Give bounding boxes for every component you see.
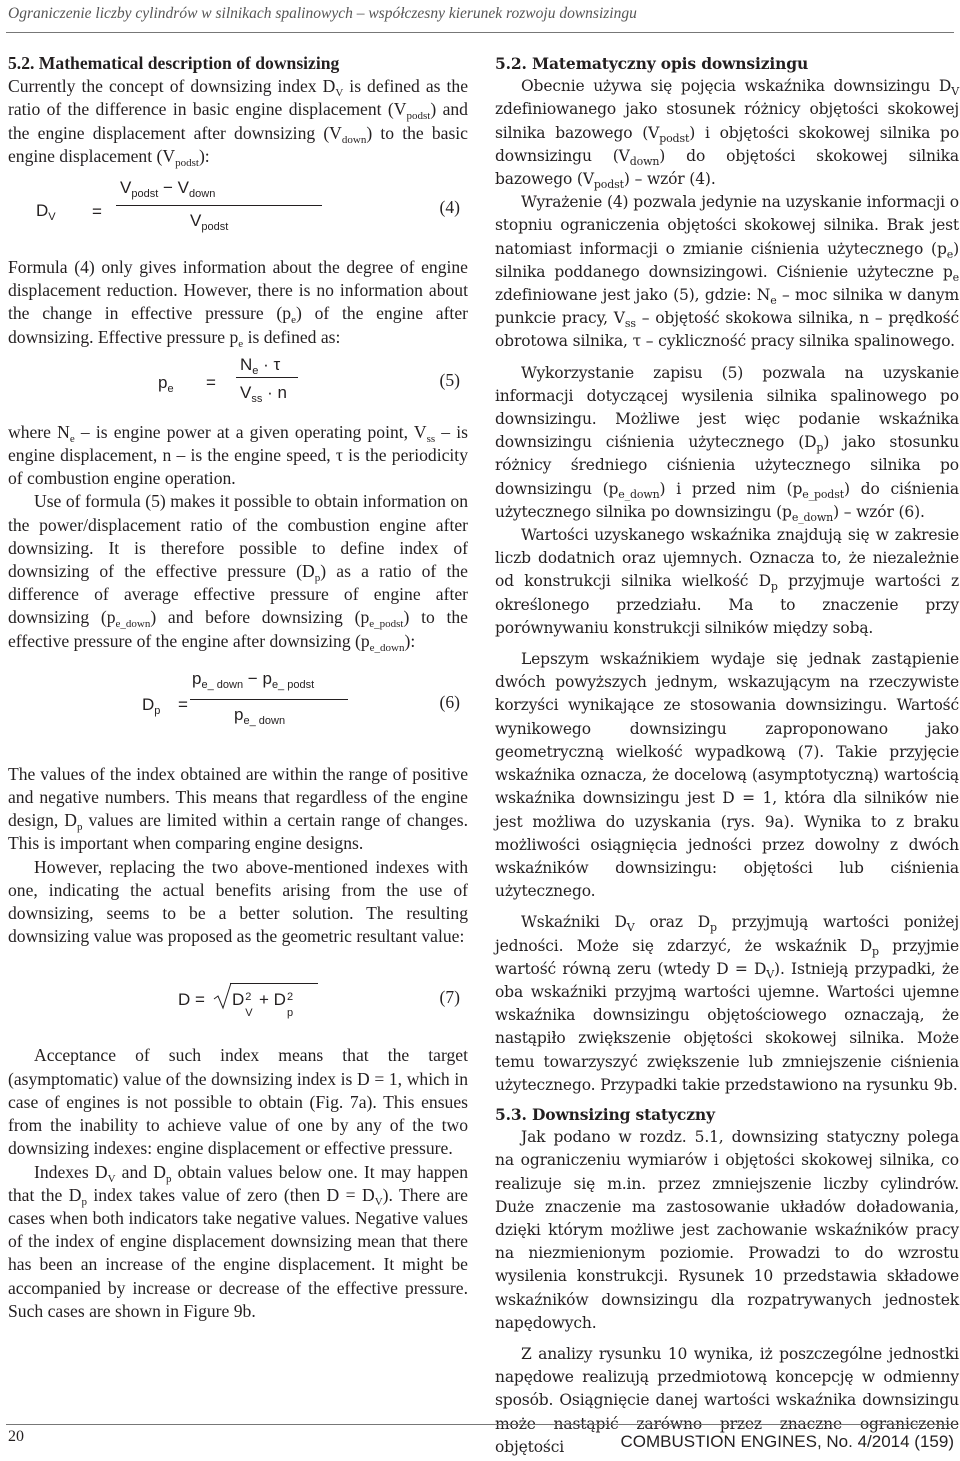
paragraph: Wskaźniki $D_V$ oraz $D_p$ przyjmują wartości poniżej jedności. Może się zdarzyć, że wskaźnik $D_p$ przyjmie wartość równą zeru (wtedy $D = D_V$). Istnieją przypadki, że oba wskaźniki przyjmą wartości ujemne. Wartości ujemne wskaźnika downsizingu objętościowego oznaczają, że nastąpiło zwiększenie objętości skokowej silnika. Może temu towarzyszyć zwiększenie lub zmniejszenie ciśnienia użytecznego. Przypadki takie przedstawiono na rysunku 9b.	[495, 913, 959, 1094]
sqrt-icon	[213, 982, 233, 1010]
paragraph: where $N_e$ – is engine power at a given operating point, $V_{ss}$ – is engine displacement, n – is the engine speed, τ is the periodicity of combustion engine operation.	[8, 421, 468, 489]
paragraph: Wykorzystanie zapisu (5) pozwala na uzyskanie informacji dotyczącej wysilenia silnika spalinowego po downsizingu. Możliwe jest więc podanie wskaźnika downsizingu ciśnienia użytecznego $(D_p)$ jako stosunku różnicy średniego ciśnienia użytecznego silnika po downsizingu $(p_{e\_down})$ i przed nim $(p_{e\_podst})$ do ciśnienia użytecznego silnika po downsizingu $(p_{e\_down})$ – wzór (6).	[495, 363, 960, 524]
page-number: 20	[8, 1428, 24, 1445]
left-column	[8, 52, 468, 1323]
section-title-pl: 5.2. Matematyczny opis downsizingu	[495, 54, 809, 73]
sqrt-bar	[230, 983, 318, 984]
paragraph: Obecnie używa się pojęcia wskaźnika downsizingu $D_V$ zdefiniowanego jako stosunek różnicy objętości skokowej silnika bazowego $(V_{podst})$ i objętości skokowej silnika po downsizingu $(V_{down})$ do objętości skokowej silnika bazowego $(V_{podst})$ – wzór (4).	[495, 77, 959, 192]
paragraph: Currently the concept of downsizing index $D_V$ is defined as the ratio of the difference in basic engine displacement $(V_{podst})$ and the engine displacement after downsizing $(V_{down})$ to the basic engine displacement $(V_{podst})$:	[8, 76, 469, 169]
journal-footer: COMBUSTION ENGINES, No. 4/2014 (159)	[620, 1432, 954, 1451]
running-header: Ograniczenie liczby cylindrów w silnikach spalinowych – współczesny kierunek rozwoju downsizingu	[8, 5, 637, 22]
paragraph: Formula (4) only gives information about the degree of engine displacement reduction. However, there is no information about the change in effective pressure $(p_e)$ of the engine after downsizing. Effective pressure $p_e$ is defined as:	[8, 257, 468, 350]
paragraph: Lepszym wskaźnikiem wydaje się jednak zastąpienie dwóch powyższych jednym, wskazującym na rzeczywiste korzyści wynikające ze stosowania downsizingu. Wartość wynikowego downsizingu zaproponowano jako geometryczną wielkość wypadkową (7). Takie przyjęcie wskaźnika oznacza, że docelową (asymptotyczną) wartością wskaźnika downsizingu jest D = 1, która dla silników nie jest możliwa do uzyskania (rys. 9a). Wynika to z braku możliwości osiągnięcia jedności przez dowolny z dwóch wskaźników downsizingu: objętości lub ciśnienia użytecznego.	[495, 650, 959, 901]
fraction-bar	[190, 699, 348, 700]
equation-4: $D_V$ = $V_{podst} - V_{down}$ $V_{podst}$ (4)	[36, 178, 460, 234]
section-title-en: 5.2. Mathematical description of downsizing	[8, 53, 340, 73]
equation-5: $p_e$ = $N_e \cdot \tau$ $V_{ss} \cdot n$ (5)	[158, 354, 460, 405]
paragraph: Wartości uzyskanego wskaźnika znajdują się w zakresie liczb dodatnich oraz ujemnych. Oznacza to, że niezależnie od konstrukcji silnika wielkość $D_p$ przyjmuje wartości z określonego przedziału. Ma to znaczenie przy porównywaniu konstrukcji silników między sobą.	[495, 526, 959, 637]
paragraph: Wyrażenie (4) pozwala jedynie na uzyskanie informacji o stopniu ograniczenia objętości skokowej silnika. Brak jest natomiast informacji o zmianie ciśnienia użytecznego $(p_e)$ silnika poddanego downsizingowi. Ciśnienie użyteczne $p_e$ zdefiniowane jest jako (5), gdzie: $N_e$ – moc silnika w danym punkcie pracy, $V_{ss}$ – objętość skokowa silnika, n – prędkość obrotowa silnika, τ – cykliczność pracy silnika spalinowego.	[495, 193, 959, 351]
paragraph: Jak podano w rozdz. 5.1, downsizing statyczny polega na ograniczeniu wymiarów i objętości skokowej silnika, co realizuje się m.in. przez zmniejszenie liczby cylindrów. Duże znaczenie ma zastosowanie układów doładowania, dzięki którym możliwe jest zachowanie wskaźników pracy na niezmienionym poziomie. Prowadzi to do wzrostu wysilenia konstrukcji. Rysunek 10 przedstawia składowe wskaźników downsizingu dla rozpatrywanych jednostek napędowych.	[495, 1128, 959, 1332]
paragraph: Acceptance of such index means that the target (asymptomatic) value of the downsizing index is D = 1, which in case of engines is not possible to obtain (Fig. 7a). This ensues from the inability to achieve value of one by any of the two downsizing indexes: engine displacement or effective pressure.	[8, 1045, 468, 1159]
right-column	[495, 52, 959, 1459]
paragraph: However, replacing the two above-mentioned indexes with one, indicating the actual benefits arising from the use of downsizing, seems to be a better solution. The resulting downsizing value was proposed as the geometric resultant value:	[8, 856, 468, 947]
header-rule	[6, 32, 954, 33]
equation-6: $D_p$ = $p_{e\_ down} - p_{e\_ podst}$ $p_{e\_ down}$ (6)	[142, 668, 460, 727]
paragraph: Use of formula (5) makes it possible to obtain information on the power/displacement ratio of the combustion engine after downsizing. It is therefore possible to define index of downsizing of the effective pressure $(D_p)$ as a ratio of the difference of average effective pressure of engine after downsizing $(p_{e\_down})$ and before downsizing $(p_{e\_podst})$ to the effective pressure of the engine after downsizing $(p_{e\_down})$:	[8, 491, 468, 654]
fraction-bar	[116, 205, 322, 206]
footer-rule	[6, 1424, 954, 1425]
section-title-pl-2: 5.3. Downsizing statyczny	[495, 1104, 715, 1124]
fraction-bar	[236, 377, 298, 378]
equation-7: D = D 2 V + D 2 p (7)	[8, 948, 468, 1044]
paragraph: The values of the index obtained are within the range of positive and negative numbers. This means that regardless of the engine design, $D_p$ values are limited within a certain range of changes. This is important when comparing engine designs.	[8, 763, 468, 854]
paragraph: Z analizy rysunku 10 wynika, iż poszczególne jednostki napędowe realizują przedmiotową koncepcję w odmienny sposób. Osiągnięcie danej wartości wskaźnika downsizingu może nastąpić zarówno przez znaczne ograniczenie objętości	[495, 1344, 959, 1456]
paragraph: Indexes $D_V$ and $D_p$ obtain values below one. It may happen that the $D_p$ index takes value of zero (then $D = D_V$). There are cases when both indicators take negative values. Negative values of the index of engine displacement downsizing mean that there has been an increase of the engine displacement. It might be accompanied by increase or decrease of the effective pressure. Such cases are shown in Figure 9b.	[8, 1161, 469, 1321]
